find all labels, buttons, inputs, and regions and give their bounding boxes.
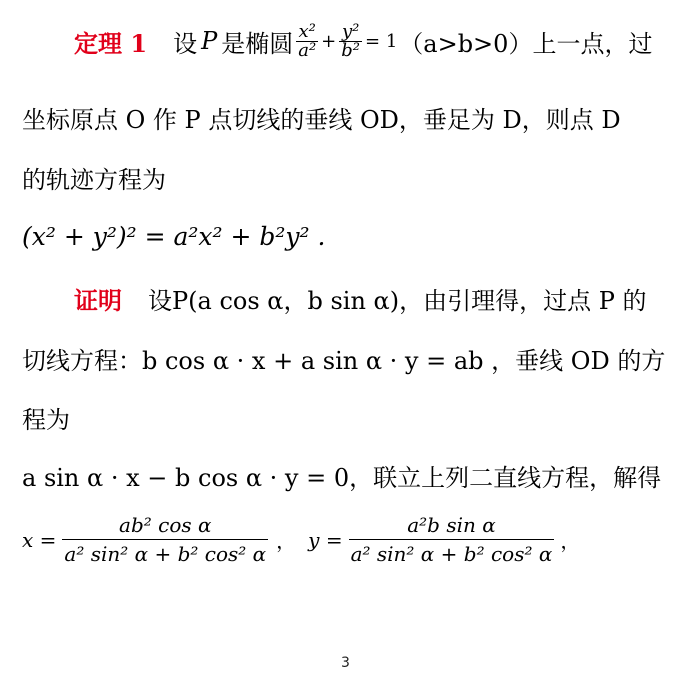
theorem-line-2: 坐标原点 O 作 P 点切线的垂线 OD，垂足为 D，则点 D [22, 106, 621, 134]
x-lhs: x = [22, 527, 57, 552]
proof-label: 证明 [74, 286, 122, 315]
frac-x-numerator: x² [298, 20, 316, 42]
theorem-text-2: 是椭圆 [221, 29, 294, 58]
proof-text-1: 设P(a cos α，b sin α)，由引理得，过点 P 的 [148, 287, 647, 315]
theorem-text-1: 设 [173, 29, 198, 58]
theorem-formula: (x² + y²)² = a²x² + b²y² . [22, 222, 326, 251]
proof-line-1 [74, 281, 647, 316]
equals-one: = 1 [365, 30, 398, 52]
separator-comma: ， [276, 529, 297, 553]
proof-line-3: 程为 [22, 406, 70, 434]
theorem-condition: （a>b>0）上一点，过 [399, 29, 653, 58]
x-numerator: ab² cos α [119, 513, 212, 537]
frac-y-numerator: y² [341, 20, 360, 42]
ellipse-fraction-y [339, 20, 362, 61]
ellipse-fraction-x [296, 20, 318, 61]
theorem-label: 定理 1 [74, 28, 148, 58]
solution-formulas [22, 515, 580, 564]
proof-line-2: 切线方程：b cos α · x + a sin α · y = ab ，垂线 OD 的方 [22, 347, 666, 375]
y-fraction [349, 515, 555, 564]
y-numerator: a²b sin α [407, 513, 496, 537]
theorem-line-1 [74, 18, 652, 64]
end-comma: ， [560, 529, 581, 553]
frac-x-denominator: a² [298, 39, 317, 61]
y-lhs: y = [308, 527, 343, 552]
proof-line-4: a sin α · x − b cos α · y = 0，联立上列二直线方程，解得 [22, 464, 662, 492]
page-number: 3 [341, 655, 350, 671]
y-denominator: a² sin² α + b² cos² α [349, 539, 555, 564]
x-denominator: a² sin² α + b² cos² α [62, 539, 268, 564]
x-fraction [62, 515, 268, 564]
plus-sign: + [321, 30, 337, 52]
theorem-line-3: 的轨迹方程为 [22, 166, 166, 194]
theorem-point-p: P [201, 27, 218, 55]
frac-y-denominator: b² [341, 39, 361, 61]
